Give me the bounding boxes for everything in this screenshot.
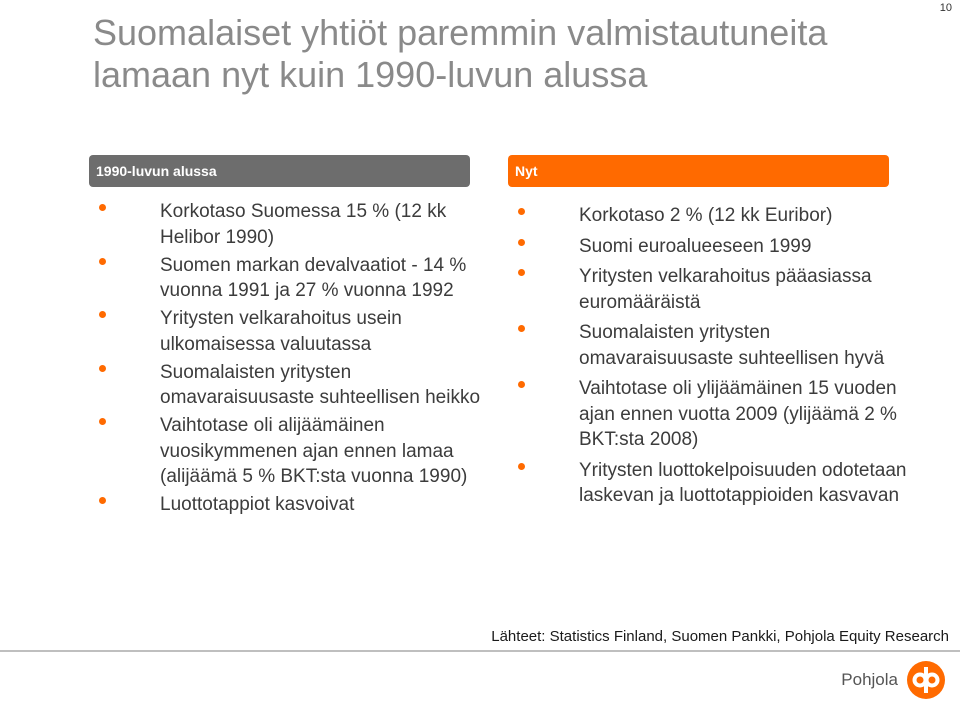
bullet-dot-icon bbox=[518, 463, 525, 470]
bullet-dot-icon bbox=[518, 208, 525, 215]
bullet-dot-icon bbox=[99, 258, 106, 265]
logo-text: Pohjola bbox=[841, 670, 898, 689]
list-item bbox=[160, 360, 480, 411]
slide-title-line-2: lamaan nyt kuin 1990-luvun alussa bbox=[93, 54, 648, 95]
list-item bbox=[579, 203, 909, 229]
right-column-header: Nyt bbox=[508, 155, 889, 187]
bullet-dot-icon bbox=[99, 365, 106, 372]
bullet-dot-icon bbox=[518, 381, 525, 388]
list-item-text: Suomi euroalueeseen 1999 bbox=[579, 235, 812, 257]
list-item bbox=[579, 376, 909, 453]
list-item-text: Suomen markan devalvaatiot - 14 % vuonna 1991 ja 27 % vuonna 1992 bbox=[160, 254, 467, 301]
bullet-dot-icon bbox=[99, 311, 106, 318]
list-item-text: Suomalaisten yritysten omavaraisuusaste suhteellisen hyvä bbox=[579, 322, 885, 369]
list-item-text: Korkotaso 2 % (12 kk Euribor) bbox=[579, 205, 833, 226]
list-item-text: Suomalaisten yritysten omavaraisuusaste suhteellisen heikko bbox=[160, 361, 481, 408]
list-item bbox=[579, 458, 909, 509]
list-item-text: Yritysten luottokelpoisuuden odotetaan laskevan ja luottotappioiden kasvavan bbox=[579, 459, 907, 506]
list-item bbox=[579, 320, 909, 371]
list-item-text: Korkotaso Suomessa 15 % (12 kk Helibor 1990) bbox=[160, 201, 447, 248]
left-bullet-list bbox=[160, 199, 480, 520]
bullet-dot-icon bbox=[99, 418, 106, 425]
left-column-header: 1990-luvun alussa bbox=[89, 155, 470, 187]
list-item-text: Yritysten velkarahoitus pääasiassa euromääräistä bbox=[579, 266, 872, 313]
bullet-dot-icon bbox=[518, 269, 525, 276]
list-item-text: Vaihtotase oli ylijäämäinen 15 vuoden ajan ennen vuotta 2009 (ylijäämä 2 % BKT:sta 2008) bbox=[579, 378, 897, 450]
slide-title-line-1: Suomalaiset yhtiöt paremmin valmistautuneita bbox=[93, 12, 828, 53]
bullet-dot-icon bbox=[99, 204, 106, 211]
list-item-text: Yritysten velkarahoitus usein ulkomaisessa valuutassa bbox=[160, 308, 402, 355]
bullet-dot-icon bbox=[99, 497, 106, 504]
bullet-dot-icon bbox=[518, 325, 525, 332]
list-item bbox=[160, 306, 480, 357]
list-item bbox=[579, 234, 909, 260]
list-item bbox=[160, 492, 480, 518]
footer-divider bbox=[0, 650, 960, 652]
list-item-text: Vaihtotase oli alijäämäinen vuosikymmenen ajan ennen lamaa (alijäämä 5 % BKT:sta vuonna 1990) bbox=[160, 415, 468, 487]
bullet-dot-icon bbox=[518, 239, 525, 246]
list-item bbox=[160, 413, 480, 490]
right-bullet-list bbox=[579, 203, 909, 514]
pohjola-logo-icon bbox=[906, 660, 946, 700]
pohjola-logo bbox=[841, 660, 946, 700]
sources-note: Lähteet: Statistics Finland, Suomen Pankki, Pohjola Equity Research bbox=[491, 628, 949, 645]
page-number: 10 bbox=[939, 2, 952, 14]
list-item-text: Luottotappiot kasvoivat bbox=[160, 494, 355, 515]
list-item bbox=[160, 199, 480, 250]
slide-title bbox=[93, 12, 827, 96]
list-item bbox=[579, 264, 909, 315]
list-item bbox=[160, 253, 480, 304]
